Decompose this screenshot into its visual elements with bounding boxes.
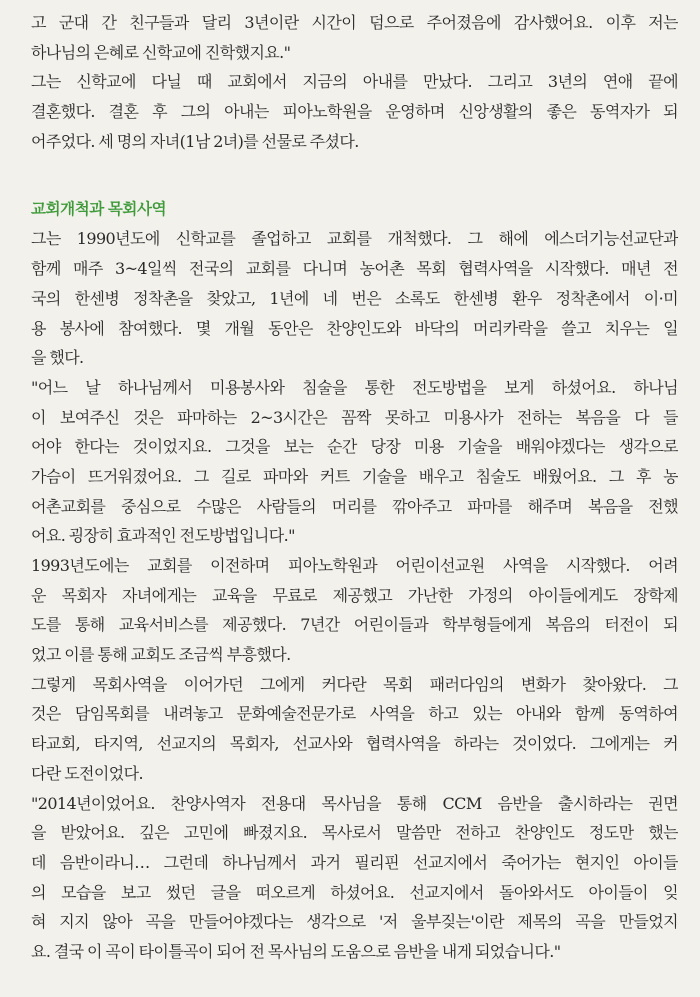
text-line: 타교회, 타지역, 선교지의 목회자, 선교사와 협력사역을 하라는 것이었다. 그에게는 커 [31, 734, 678, 754]
text-line: 다란 도전이었다. [31, 763, 143, 783]
paragraph-block-main [31, 224, 678, 966]
text-line: 용 봉사에 참여했다. 몇 개월 동안은 찬양인도와 바닥의 머리카락을 쓸고 치우는 일 [31, 318, 678, 338]
text-line: 하나님의 은혜로 신학교에 진학했지요." [31, 42, 291, 62]
section-spacer [31, 156, 678, 194]
text-line: 그렇게 목회사역을 이어가던 그에게 커다란 목회 패러다임의 변화가 찾아왔다. 그 [31, 674, 678, 694]
text-line: 1993년도에는 교회를 이전하며 피아노학원과 어린이선교원 사역을 시작했다. 어려 [31, 556, 678, 575]
text-line: 을 받았어요. 깊은 고민에 빠졌지요. 목사로서 말씀만 전하고 찬양인도 정도만 했는 [31, 823, 678, 843]
section-heading: 교회개척과 목회사역 [31, 200, 167, 219]
text-line: 어야 한다는 것이었지요. 그것을 보는 순간 당장 미용 기술을 배워야겠다는 생각으로 [31, 437, 678, 457]
text-line: 의 모습을 보고 썼던 글을 떠오르게 하셨어요. 선교지에서 돌아와서도 아이들이 잊 [31, 882, 678, 902]
text-line: 운 목회자 자녀에게는 교육을 무료로 제공했고 가난한 가정의 아이들에게도 장학제 [31, 585, 678, 605]
text-line: 국의 한센병 정착촌을 찾았고, 1년에 네 번은 소록도 한센병 환우 정착촌에서 이·미 [31, 288, 678, 308]
text-line: "2014년이었어요. 찬양사역자 전용대 목사님을 통해 CCM 음반을 출시하라는 권면 [31, 793, 678, 813]
text-line: 가슴이 뜨거워졌어요. 그 길로 파마와 커트 기술을 배우고 침술도 배웠어요. 그 후 농 [31, 466, 678, 486]
text-line: 그는 1990년도에 신학교를 졸업하고 교회를 개척했다. 그 해에 에스더기능선교단과 [31, 229, 678, 249]
text-line: 이 보여주신 것은 파마하는 2~3시간은 꼼짝 못하고 미용사가 전하는 복음을 다 들 [31, 407, 678, 427]
text-line: 도를 통해 교육서비스를 제공했다. 7년간 어린이들과 학부형들에게 복음의 터전이 되 [31, 615, 678, 635]
text-line: 요. 결국 이 곡이 타이틀곡이 되어 전 목사님의 도움으로 음반을 내게 되었습니다." [31, 941, 561, 961]
text-line: 그는 신학교에 다닐 때 교회에서 지금의 아내를 만났다. 그리고 3년의 연애 끝에 [31, 72, 678, 92]
text-line: 어주었다. 세 명의 자녀(1남 2녀)를 선물로 주셨다. [31, 131, 359, 151]
text-line: 함께 매주 3~4일씩 전국의 교회를 다니며 농어촌 목회 협력사역을 시작했다. 매년 전 [31, 259, 678, 279]
text-line: 어촌교회를 중심으로 수많은 사람들의 머리를 깎아주고 파마를 해주며 복음을 전했 [31, 496, 678, 516]
text-line: 을 했다. [31, 348, 84, 368]
text-line: 것은 담임목회를 내려놓고 문화예술전문가로 사역을 하고 있는 아내와 함께 동역하여 [31, 704, 678, 724]
text-line: 었고 이를 통해 교회도 조금씩 부흥했다. [31, 645, 291, 665]
text-line: 결혼했다. 결혼 후 그의 아내는 피아노학원을 운영하며 신앙생활의 좋은 동역자가 되 [31, 102, 678, 122]
text-line: 고 군대 간 친구들과 달리 3년이란 시간이 덤으로 주어졌음에 감사했어요. 이후 저는 [31, 13, 678, 32]
text-line: "어느 날 하나님께서 미용봉사와 침술을 통한 전도방법을 보게 하셨어요. 하나님 [31, 377, 678, 397]
text-line: 어요. 굉장히 효과적인 전도방법입니다." [31, 526, 295, 546]
paragraph-block-intro [31, 8, 678, 156]
text-line: 혀 지지 않아 곡을 만들어야겠다는 생각으로 '저 울부짖는'이란 제목의 곡을 만들었지 [31, 912, 678, 932]
text-line: 데 음반이라니… 그런데 하나님께서 과거 필리핀 선교지에서 죽어가는 현지인 아이들 [31, 852, 678, 872]
